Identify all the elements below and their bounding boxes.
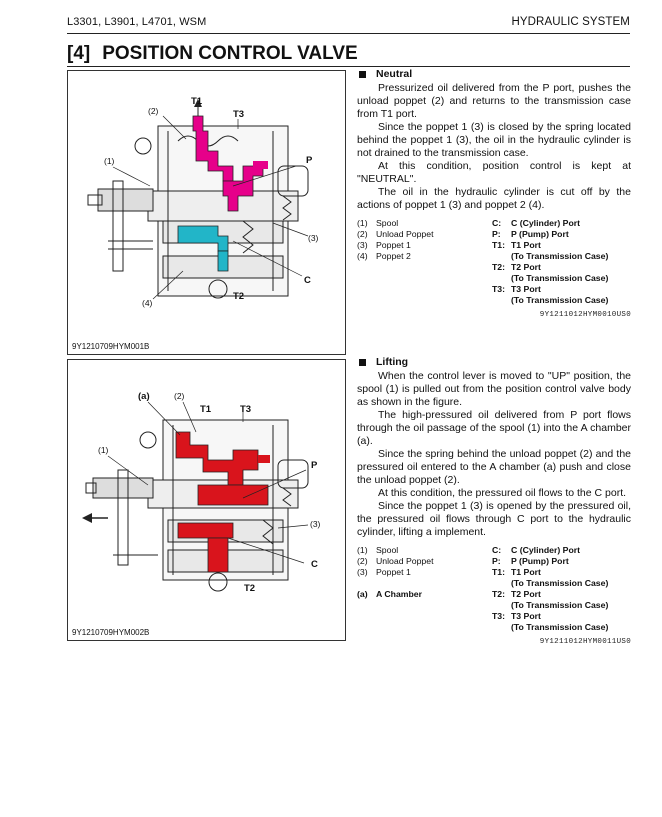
fig2-label-c: C: [311, 559, 318, 570]
fig1-label-4: (4): [142, 298, 153, 308]
neutral-section: [357, 68, 631, 322]
fig2-label-p: P: [311, 460, 318, 471]
lifting-paragraph: When the control lever is moved to "UP" position, the spool (1) is pulled out from the position control valve body as shown in the figure.: [357, 370, 631, 408]
bullet-square-icon: [359, 71, 366, 78]
legend-item: P: P (Pump) Port: [492, 556, 569, 566]
fig1-label-p: P: [306, 155, 313, 166]
legend-item: [357, 578, 492, 589]
document-code: 9Y1211012HYM0010US0: [539, 311, 631, 319]
fig1-label-3: (3): [308, 233, 319, 243]
lifting-section: [357, 356, 631, 649]
lifting-c-port-flow: [208, 538, 228, 572]
title-rule: [67, 66, 630, 67]
legend-item: C: C (Cylinder) Port: [492, 218, 581, 228]
fig2-label-t1: T1: [200, 404, 212, 415]
neutral-paragraph: Since the poppet 1 (3) is closed by the spring located behind the poppet 1 (3), the oil in the hydraulic cylinder is not drained to the transmission case.: [357, 121, 631, 159]
legend-item: P: P (Pump) Port: [492, 229, 569, 239]
legend-item: (To Transmission Case): [511, 600, 609, 610]
legend-item: (To Transmission Case): [511, 295, 609, 305]
lifting-paragraph: Since the poppet 1 (3) is opened by the pressured oil, the pressured oil flows through C port to the hydraulic cylinder, lifting a implement.: [357, 500, 631, 538]
document-code: 9Y1211012HYM0011US0: [539, 638, 631, 646]
legend-item: (4) Poppet 2: [357, 251, 411, 261]
section-number: [4]: [67, 43, 91, 64]
legend-item: (To Transmission Case): [511, 251, 609, 261]
legend-item: T2: T2 Port: [492, 262, 541, 272]
lifting-valve-diagram: [68, 360, 345, 628]
fig1-label-c: C: [304, 275, 311, 286]
figure-lifting: [67, 359, 346, 641]
lifting-a-chamber: [178, 523, 233, 538]
legend-item: T3: T3 Port: [492, 611, 541, 621]
legend-item: (2) Unload Poppet: [357, 229, 434, 239]
fig1-label-t2: T2: [233, 291, 245, 302]
header-section: HYDRAULIC SYSTEM: [511, 16, 630, 28]
page-title: [67, 43, 358, 65]
legend-parts: [357, 545, 492, 633]
figure-neutral: [67, 70, 346, 355]
header-models: L3301, L3901, L4701, WSM: [67, 16, 207, 28]
bullet-square-icon: [359, 359, 366, 366]
figure-code: 9Y1210709HYM001B: [72, 342, 150, 351]
fig2-label-1: (1): [98, 445, 109, 455]
legend-item: T1: T1 Port: [492, 567, 541, 577]
legend-item: (2) Unload Poppet: [357, 556, 434, 566]
fig2-label-2: (2): [174, 391, 185, 401]
lifting-paragraph: The high-pressured oil delivered from P port flows through the oil passage of the spool (1) into the A chamber (a).: [357, 409, 631, 447]
neutral-valve-diagram: [68, 71, 345, 341]
legend-item: C: C (Cylinder) Port: [492, 545, 581, 555]
fig2-label-t3: T3: [240, 404, 252, 415]
section-title: POSITION CONTROL VALVE: [102, 43, 358, 64]
legend-item: T3: T3 Port: [492, 284, 541, 294]
fig1-label-1: (1): [104, 156, 115, 166]
lifting-legend: [357, 545, 631, 633]
legend-item: (To Transmission Case): [511, 273, 609, 283]
legend-item: (1) Spool: [357, 545, 399, 555]
neutral-paragraph: At this condition, position control is kept at "NEUTRAL".: [357, 160, 631, 185]
legend-item: (To Transmission Case): [511, 622, 609, 632]
neutral-paragraph: Pressurized oil delivered from the P port, pushes the unload poppet (2) and returns to the transmission case from T1 port.: [357, 82, 631, 120]
fig1-label-t1: T1: [191, 96, 203, 107]
fig2-label-3: (3): [310, 519, 321, 529]
neutral-paragraph: The oil in the hydraulic cylinder is cut off by the actions of poppet 1 (3) and poppet 2 (4).: [357, 186, 631, 211]
fig2-label-a: (a): [138, 391, 150, 402]
legend-item: (3) Poppet 1: [357, 240, 411, 250]
legend-ports: [492, 545, 631, 633]
figure-code: 9Y1210709HYM002B: [72, 628, 150, 637]
header-rule: [67, 33, 630, 34]
lifting-paragraph: Since the spring behind the unload poppet (2) and the pressured oil entered to the A chamber (a) push and close the unload poppet (2).: [357, 448, 631, 486]
fig1-label-2: (2): [148, 106, 159, 116]
legend-ports: [492, 218, 631, 306]
legend-item: T1: T1 Port: [492, 240, 541, 250]
fig1-label-t3: T3: [233, 109, 245, 120]
legend-item: (a) A Chamber: [357, 589, 423, 599]
legend-item: (1) Spool: [357, 218, 399, 228]
legend-item: (To Transmission Case): [511, 578, 609, 588]
neutral-heading: Neutral: [357, 68, 631, 81]
neutral-legend: [357, 218, 631, 306]
lifting-paragraph: At this condition, the pressured oil flows to the C port.: [378, 487, 627, 499]
lifting-heading: Lifting: [357, 356, 631, 369]
lifting-spool-passage: [198, 485, 268, 505]
fig2-label-t2: T2: [244, 583, 256, 594]
legend-item: T2: T2 Port: [492, 589, 541, 599]
legend-item: (3) Poppet 1: [357, 567, 411, 577]
legend-parts: [357, 218, 492, 306]
